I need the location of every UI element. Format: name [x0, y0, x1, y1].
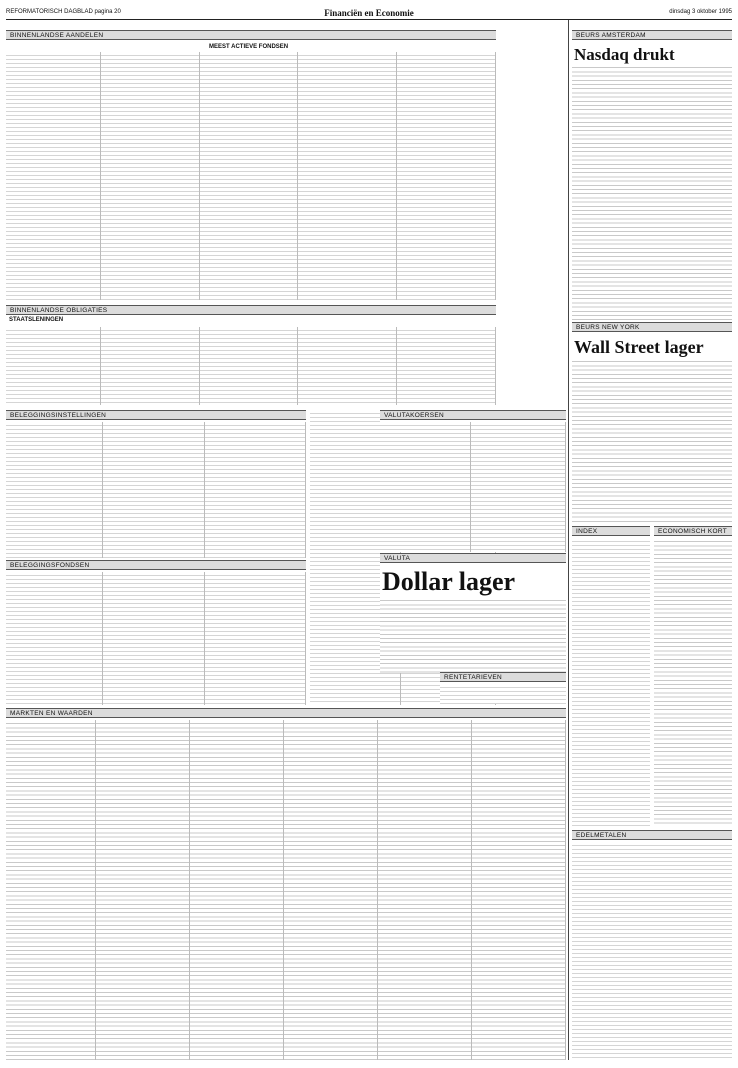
table-body: [6, 327, 496, 405]
section-header: BEURS NEW YORK: [572, 322, 732, 332]
section-header: BELEGGINGSINSTELLINGEN: [6, 410, 306, 420]
headline-wallstreet: Wall Street lager: [574, 337, 704, 357]
paper-name: REFORMATORISCH DAGBLAD pagina 20: [6, 9, 121, 15]
section-index: [572, 526, 650, 826]
section-edelmetalen: [572, 830, 732, 1060]
section-header: EDELMETALEN: [572, 830, 732, 840]
section-aandelen: [6, 30, 496, 300]
section-beleggingsinstellingen: [6, 410, 306, 558]
article-text: [654, 538, 732, 826]
market-text: [6, 720, 566, 1060]
section-markten: [6, 708, 566, 1060]
subsection-header: STAATSLENINGEN: [9, 317, 64, 323]
section-valutakoersen: [380, 410, 566, 552]
section-header: BINNENLANDSE OBLIGATIES: [6, 305, 496, 315]
article-text: [572, 358, 732, 522]
section-obligaties: [6, 305, 496, 405]
table-body: [572, 538, 650, 826]
subsection-header: MEEST ACTIEVE FONDSEN: [209, 44, 289, 50]
article-text: [572, 64, 732, 320]
article-text: [380, 597, 566, 673]
section-header: MARKTEN EN WAARDEN: [6, 708, 566, 718]
table-body: [6, 52, 496, 300]
section-beurs-amsterdam: [572, 30, 732, 320]
section-header: RENTETARIEVEN: [440, 672, 566, 682]
table-body: [6, 572, 306, 705]
section-beleggingsfondsen: [6, 560, 306, 705]
table-body: [440, 684, 566, 704]
section-beurs-newyork: [572, 322, 732, 522]
section-header: INDEX: [572, 526, 650, 536]
section-rentetarieven: [440, 672, 566, 704]
section-header: BEURS AMSTERDAM: [572, 30, 732, 40]
section-header: BINNENLANDSE AANDELEN: [6, 30, 496, 40]
section-header: VALUTAKOERSEN: [380, 410, 566, 420]
column-divider: [568, 20, 569, 1060]
section-header: VALUTA: [380, 553, 566, 563]
table-body: [6, 422, 306, 558]
section-valuta: [380, 553, 566, 673]
headline-nasdaq: Nasdaq drukt: [574, 45, 675, 64]
headline-dollar: Dollar lager: [382, 567, 516, 596]
section-economisch-kort: [654, 526, 732, 826]
table-body: [380, 422, 566, 552]
section-title: Financiën en Economie: [324, 8, 414, 18]
table-body: [572, 842, 732, 1060]
issue-date: dinsdag 3 oktober 1995: [669, 9, 732, 15]
section-header: ECONOMISCH KORT: [654, 526, 732, 536]
section-header: BELEGGINGSFONDSEN: [6, 560, 306, 570]
masthead: [6, 8, 732, 20]
